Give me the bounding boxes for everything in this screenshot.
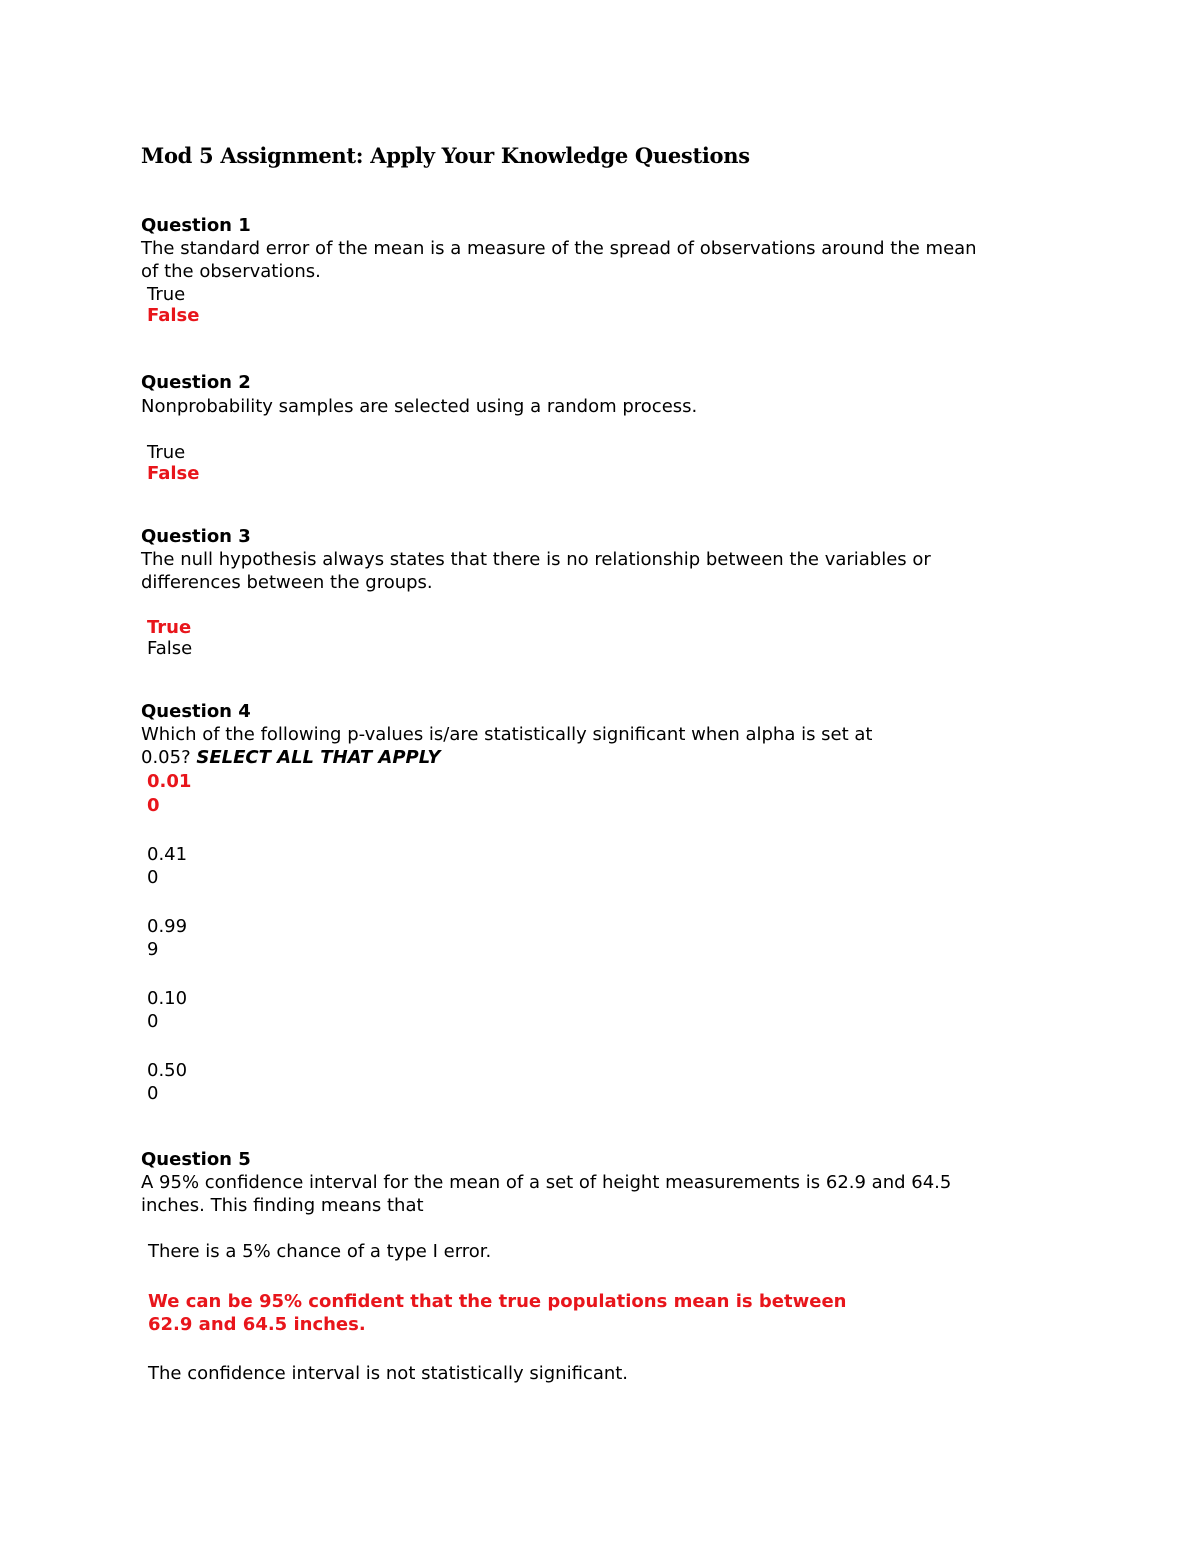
option-line: 0 — [147, 1011, 159, 1032]
question-text-line: differences between the groups. — [141, 572, 433, 593]
answer-option-true[interactable]: True — [147, 617, 192, 638]
question-text-line: The standard error of the mean is a measure of the spread of observations around the mean — [141, 238, 977, 259]
option-line: 0 — [147, 867, 159, 888]
question-text-line: of the observations. — [141, 261, 321, 282]
question-text-line: Nonprobability samples are selected using a random process. — [141, 396, 698, 417]
question-text-line: Which of the following p-values is/are statistically significant when alpha is set at — [141, 724, 873, 745]
question-heading: Question 1 — [141, 215, 251, 236]
question-text-line: A 95% confidence interval for the mean of a set of height measurements is 62.9 and 64.5 — [141, 1172, 952, 1193]
question-text-line: inches. This finding means that — [141, 1195, 424, 1216]
question-heading: Question 5 — [141, 1149, 251, 1170]
option-line: 9 — [147, 939, 159, 960]
select-all-instruction: SELECT ALL THAT APPLY — [196, 747, 441, 768]
answer-option-true[interactable]: True — [147, 442, 186, 463]
option-line: 0 — [147, 795, 160, 816]
answer-option[interactable]: The confidence interval is not statistically significant. — [148, 1363, 629, 1384]
question-text-line: The null hypothesis always states that there is no relationship between the variables or — [141, 549, 931, 570]
option-line: 0 — [147, 1083, 159, 1104]
question-text-line — [141, 746, 440, 769]
option-line: 0.50 — [147, 1060, 188, 1081]
option-line: 0.99 — [147, 916, 188, 937]
question-heading: Question 2 — [141, 372, 251, 393]
document-title: Mod 5 Assignment: Apply Your Knowledge Questions — [141, 143, 750, 168]
answer-option-false[interactable]: False — [147, 305, 200, 326]
option-line: 62.9 and 64.5 inches. — [148, 1314, 366, 1335]
answer-option-false[interactable]: False — [147, 463, 200, 484]
question-text-fragment: 0.05? — [141, 747, 191, 768]
option-line: 0.41 — [147, 844, 188, 865]
answer-option-true[interactable]: True — [147, 284, 186, 305]
answer-option-false[interactable]: False — [147, 638, 193, 659]
option-line: We can be 95% confident that the true populations mean is between — [148, 1291, 847, 1312]
question-heading: Question 3 — [141, 526, 251, 547]
option-line: 0.10 — [147, 988, 188, 1009]
question-heading: Question 4 — [141, 701, 251, 722]
option-line: 0.01 — [147, 771, 192, 792]
answer-option[interactable]: There is a 5% chance of a type I error. — [148, 1241, 492, 1262]
